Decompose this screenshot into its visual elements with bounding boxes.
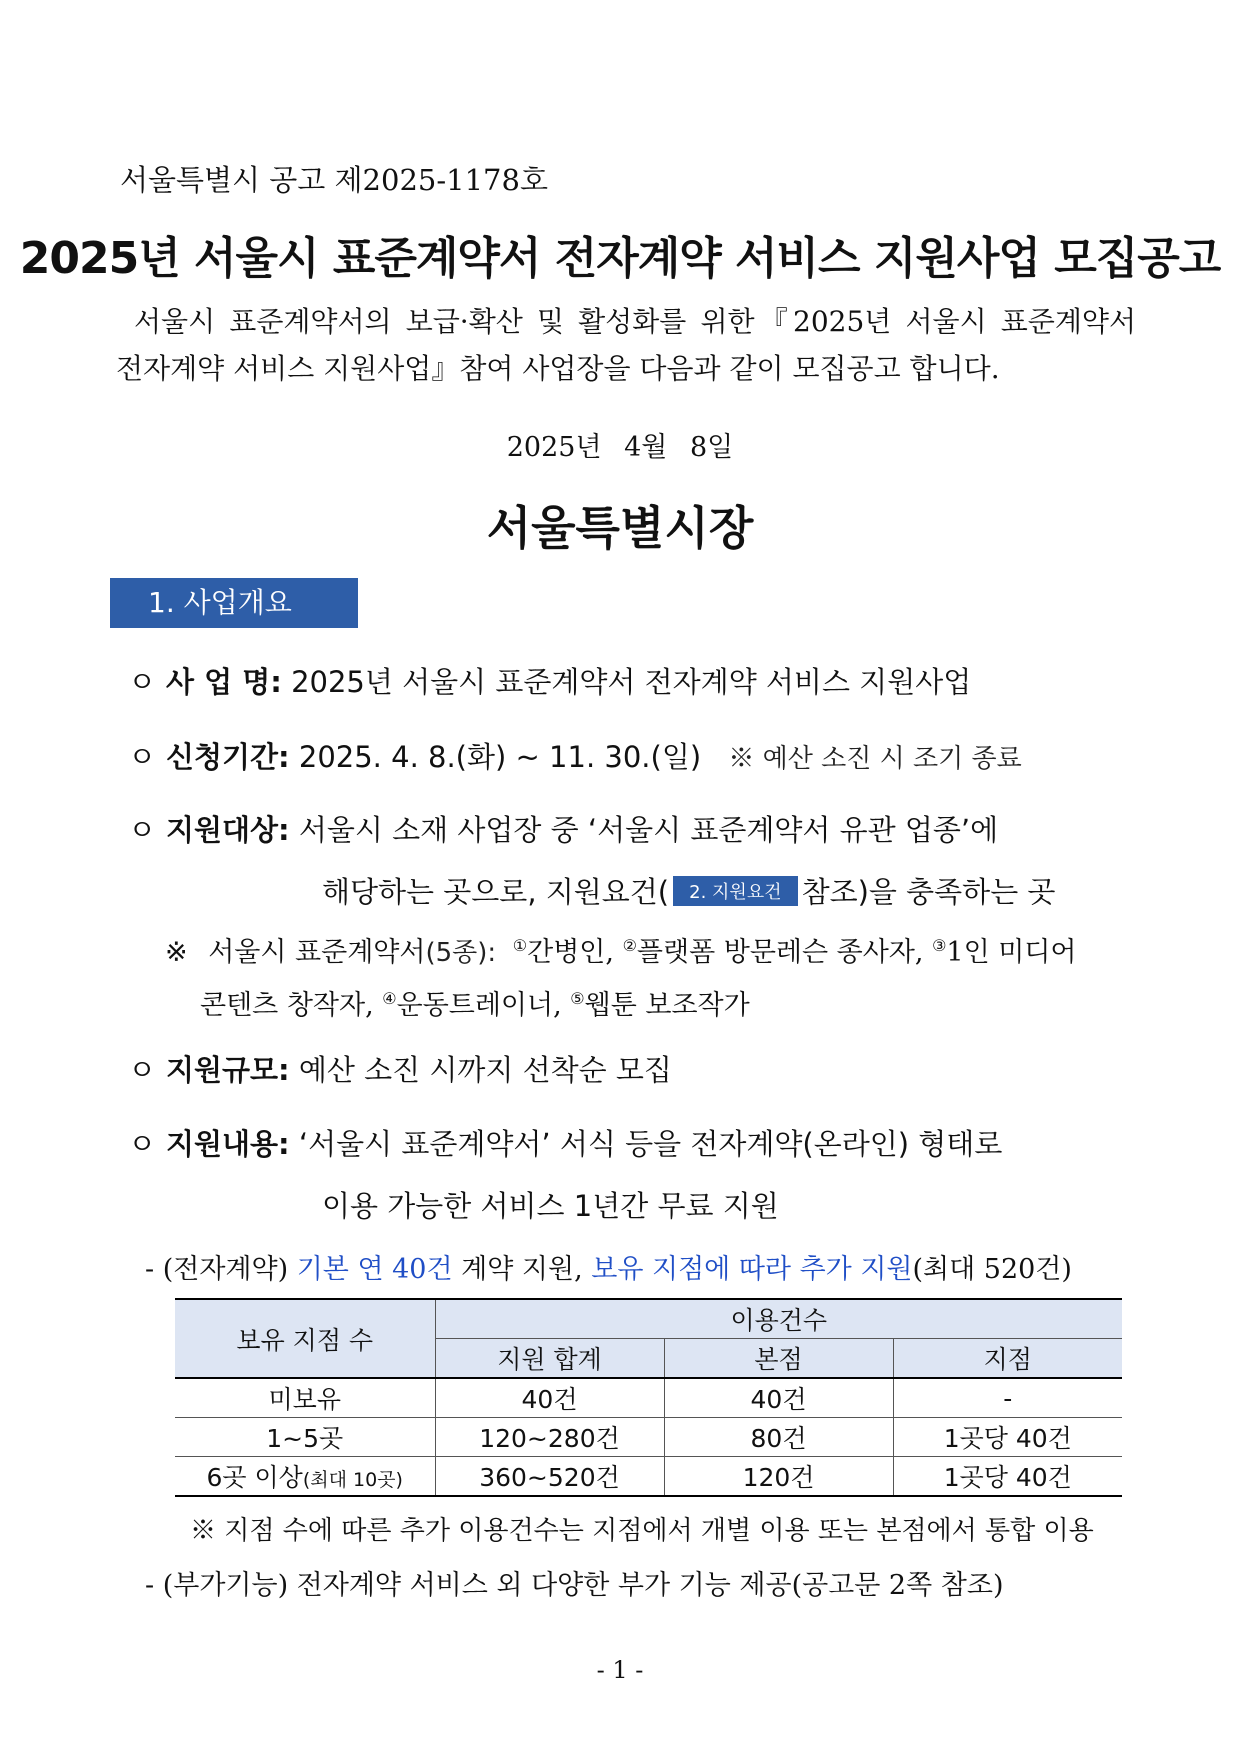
col-header-total: 지원 합계 <box>435 1339 664 1379</box>
detail-suffix: (최대 520건) <box>912 1254 1072 1285</box>
note-label: 서울시 표준계약서 <box>208 937 426 968</box>
bullet-icon: ㅇ <box>128 1053 157 1087</box>
target-text-pre: 해당하는 곳으로, 지원요건( <box>322 875 670 909</box>
cell-branches-note: (최대 10곳) <box>302 1469 403 1491</box>
item-value: 2025. 4. 8.(화) ~ 11. 30.(일) <box>298 740 702 774</box>
usage-table <box>175 1298 1122 1497</box>
standard-contract-note-line2 <box>200 983 750 1022</box>
cell-branches: 미보유 <box>175 1378 435 1418</box>
issuer: 서울특별시장 <box>486 501 754 555</box>
item-support-target <box>128 808 998 849</box>
detail-prefix: - (전자계약) <box>145 1254 289 1285</box>
document-title: 2025년 서울시 표준계약서 전자계약 서비스 지원사업 모집공고 <box>19 233 1221 284</box>
section-heading-overview: 1. 사업개요 <box>110 578 358 628</box>
notice-date: 2025년 4월 8일 <box>506 432 734 463</box>
note-item: 플랫폼 방문레슨 종사자, <box>636 937 924 968</box>
cell-total: 360~520건 <box>435 1457 664 1497</box>
cell-branches: 1~5곳 <box>175 1418 435 1457</box>
detail-middle: 계약 지원, <box>461 1254 583 1285</box>
intro-paragraph <box>116 298 1136 392</box>
col-header-branches: 보유 지점 수 <box>175 1299 435 1378</box>
circled-number: ⑤ <box>570 989 585 1008</box>
item-value-line1: 서울시 소재 사업장 중 ‘서울시 표준계약서 유관 업종’에 <box>298 813 999 847</box>
cell-hq: 40건 <box>664 1378 893 1418</box>
bullet-icon: ㅇ <box>128 1127 157 1161</box>
item-label: 지원규모: <box>166 1053 290 1087</box>
cell-total: 40건 <box>435 1378 664 1418</box>
col-header-branch: 지점 <box>893 1339 1122 1379</box>
bullet-icon: ㅇ <box>128 665 157 699</box>
item-support-content <box>128 1122 1002 1163</box>
table-row <box>175 1378 1122 1418</box>
note-item: 웹툰 보조작가 <box>584 990 750 1021</box>
item-value: 2025년 서울시 표준계약서 전자계약 서비스 지원사업 <box>291 665 972 699</box>
requirements-link-tag[interactable]: 2. 지원요건 <box>673 876 797 906</box>
item-support-scale <box>128 1048 672 1089</box>
item-application-period <box>128 735 1022 776</box>
note-item: 콘텐츠 창작자, <box>200 990 374 1021</box>
detail-highlight-additional: 보유 지점에 따라 추가 지원 <box>591 1254 913 1285</box>
table-header-row <box>175 1299 1122 1339</box>
cell-branch: 1곳당 40건 <box>893 1418 1122 1457</box>
item-value-line1: ‘서울시 표준계약서’ 서식 등을 전자계약(온라인) 형태로 <box>298 1127 1003 1161</box>
target-text-post: 참조)을 충족하는 곳 <box>801 875 1056 909</box>
item-label: 지원내용: <box>166 1127 290 1161</box>
circled-number: ① <box>512 936 528 955</box>
table-note: ※ 지점 수에 따른 추가 이용건수는 지점에서 개별 이용 또는 본점에서 통합 이용 <box>190 1516 1094 1546</box>
page-number: - 1 - <box>596 1656 644 1684</box>
usage-table-wrapper <box>175 1298 1122 1497</box>
e-contract-detail <box>145 1247 1072 1286</box>
notice-number: 서울특별시 공고 제2025-1178호 <box>120 163 548 197</box>
item-support-target-line2 <box>322 870 1055 911</box>
cell-branch: - <box>893 1378 1122 1418</box>
cell-hq: 80건 <box>664 1418 893 1457</box>
note-count: (5종): <box>425 938 497 968</box>
item-label: 신청기간: <box>166 740 290 774</box>
detail-highlight-base: 기본 연 40건 <box>296 1254 453 1285</box>
cell-branches-text: 6곳 이상 <box>206 1463 303 1492</box>
early-close-note: ※ 예산 소진 시 조기 종료 <box>728 744 1022 774</box>
note-item: 간병인, <box>527 937 614 968</box>
intro-line-1: 서울시 표준계약서의 보급·확산 및 활성화를 위한『2025년 서울시 표준계약서 <box>134 305 1136 338</box>
circled-number: ③ <box>932 936 947 955</box>
item-label: 사 업 명: <box>166 665 282 699</box>
note-item: 1인 미디어 <box>946 937 1077 968</box>
cell-branch: 1곳당 40건 <box>893 1457 1122 1497</box>
item-value: 예산 소진 시까지 선착순 모집 <box>298 1053 672 1087</box>
bullet-icon: ㅇ <box>128 813 157 847</box>
col-header-hq: 본점 <box>664 1339 893 1379</box>
circled-number: ④ <box>382 989 397 1008</box>
note-item: 운동트레이너, <box>396 990 562 1021</box>
bullet-icon: ㅇ <box>128 740 157 774</box>
circled-number: ② <box>622 936 637 955</box>
item-support-content-line2: 이용 가능한 서비스 1년간 무료 지원 <box>322 1189 779 1223</box>
note-mark: ※ <box>165 937 188 968</box>
item-label: 지원대상: <box>166 813 290 847</box>
additional-features-detail: - (부가기능) 전자계약 서비스 외 다양한 부가 기능 제공(공고문 2쪽 참조) <box>145 1570 1004 1601</box>
table-row <box>175 1418 1122 1457</box>
item-project-name <box>128 660 971 701</box>
col-header-usage: 이용건수 <box>435 1299 1122 1339</box>
standard-contract-note <box>165 930 1077 969</box>
table-row <box>175 1457 1122 1497</box>
cell-hq: 120건 <box>664 1457 893 1497</box>
cell-branches <box>175 1457 435 1497</box>
intro-line-2: 전자계약 서비스 지원사업』참여 사업장을 다음과 같이 모집공고 합니다. <box>116 352 1000 385</box>
cell-total: 120~280건 <box>435 1418 664 1457</box>
